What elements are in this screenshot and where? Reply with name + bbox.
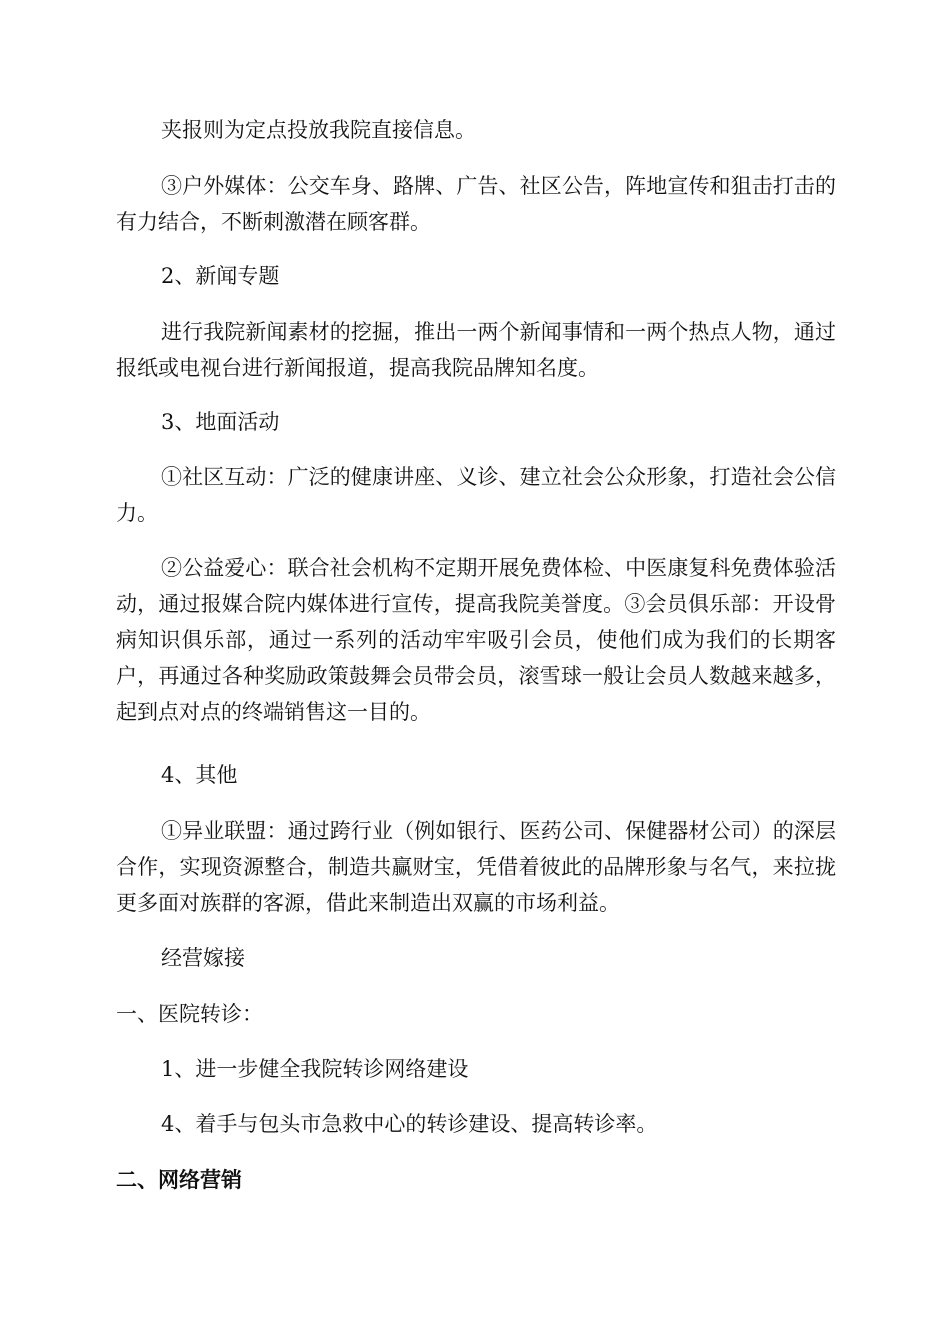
paragraph-insert-ads: 夹报则为定点投放我院直接信息。: [161, 118, 476, 142]
paragraph-outdoor-media: ③户外媒体：公交车身、路牌、广告、社区公告，阵地宣传和狙击打击的有力结合，不断刺激潜在顾客群。: [116, 174, 836, 234]
paragraph-cross-industry-alliance: ①异业联盟：通过跨行业（例如银行、医药公司、保健器材公司）的深层合作，实现资源整合，制造共赢财宝，凭借着彼此的品牌形象与名气，来拉拢更多面对族群的客源，借此来制造出双赢的市场利益。: [116, 819, 836, 915]
heading-ground-activity: 3、地面活动: [161, 410, 280, 434]
heading-news-topic: 2、新闻专题: [161, 264, 280, 288]
heading-online-marketing: 二、网络营销: [116, 1167, 242, 1192]
paragraph-referral-network: 1、进一步健全我院转诊网络建设: [161, 1057, 469, 1081]
heading-hospital-referral: 一、医院转诊：: [116, 1002, 263, 1026]
paragraph-emergency-center: 4、着手与包头市急救中心的转诊建设、提高转诊率。: [161, 1112, 658, 1136]
paragraph-public-welfare: ②公益爱心：联合社会机构不定期开展免费体检、中医康复科免费体验活动，通过报媒合院内媒体进行宣传，提高我院美誉度。③会员俱乐部：开设骨病知识俱乐部，通过一系列的活动牢牢吸引会员，使他们成为我们的长期客户，再通过各种奖励政策鼓舞会员带会员，滚雪球一般让会员人数越来越多，起到点对点的终端销售这一目的。: [116, 556, 836, 724]
heading-business-grafting: 经营嫁接: [161, 946, 245, 970]
paragraph-news-topic: 进行我院新闻素材的挖掘，推出一两个新闻事情和一两个热点人物，通过报纸或电视台进行新闻报道，提高我院品牌知名度。: [116, 320, 836, 380]
heading-other: 4、其他: [161, 763, 238, 787]
paragraph-community-interaction: ①社区互动：广泛的健康讲座、义诊、建立社会公众形象，打造社会公信力。: [116, 465, 836, 525]
